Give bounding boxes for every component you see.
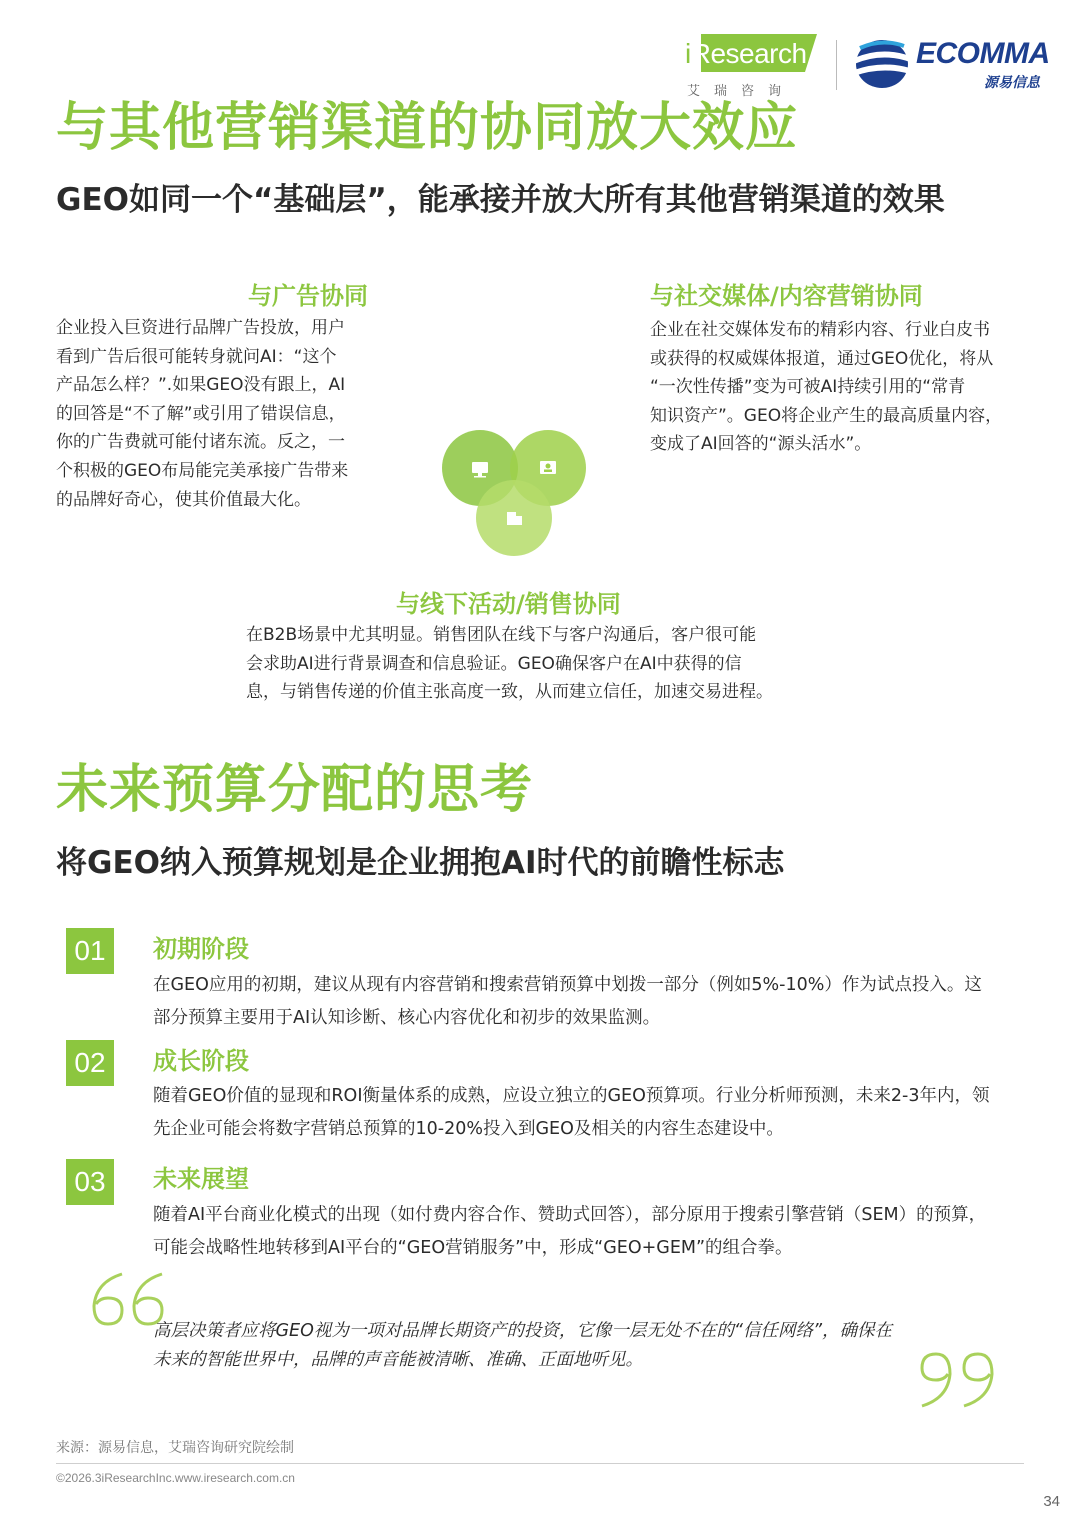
- social-line: 变成了AI回答的“源头活水”。: [650, 434, 872, 455]
- ad-line: 个积极的GEO布局能完美承接广告带来: [56, 460, 349, 481]
- quote-text: [153, 1317, 953, 1375]
- copyright: ©2026.3iResearchInc.www.iresearch.com.cn: [56, 1471, 295, 1485]
- quote-line: 高层决策者应将GEO视为一项对品牌长期资产的投资，它像一层无处不在的“信任网络”，确保在: [153, 1321, 893, 1341]
- phase-line: 可能会战略性地转移到AI平台的“GEO营销服务”中，形成“GEO+GEM”的组合拳。: [153, 1238, 793, 1258]
- phase-title: 初期阶段: [153, 935, 249, 963]
- phase-line: 部分预算主要用于AI认知诊断、核心内容优化和初步的效果监测。: [153, 1008, 661, 1028]
- phase-description: [153, 1199, 1033, 1265]
- offline-synergy-text: [246, 621, 826, 707]
- ecomma-wordmark: ECOMMA: [916, 37, 1050, 70]
- ad-line: 产品怎么样？”.如果GEO没有跟上，AI: [56, 375, 346, 396]
- ad-synergy-heading: 与广告协同: [248, 282, 368, 310]
- social-synergy-text: [650, 316, 1030, 459]
- phase-description: [153, 969, 1033, 1035]
- social-line: 或获得的权威媒体报道，通过GEO优化，将从: [650, 348, 994, 369]
- phase-line: 先企业可能会将数字营销总预算的10-20%投入到GEO及相关的内容生态建设中。: [153, 1119, 784, 1139]
- phase-number-badge: 02: [66, 1040, 114, 1086]
- contact-card-icon: [540, 461, 556, 474]
- phase-line: 随着AI平台商业化模式的出现（如付费内容合作、赞助式回答），部分原用于搜索引擎营销（SEM）的预算，: [153, 1205, 987, 1225]
- phase-title: 未来展望: [153, 1165, 249, 1193]
- ad-line: 你的广告费就可能付诸东流。反之，一: [56, 432, 345, 453]
- ecomma-globe-icon: [852, 38, 912, 90]
- offline-synergy-heading: 与线下活动/销售协同: [396, 590, 621, 618]
- iresearch-wordmark: iResearch: [685, 38, 807, 69]
- source-note: 来源：源易信息，艾瑞咨询研究院绘制: [56, 1440, 294, 1456]
- offline-line: 会求助AI进行背景调查和信息验证。GEO确保客户在AI中获得的信: [246, 653, 742, 674]
- phase-line: 在GEO应用的初期，建议从现有内容营销和搜索营销预算中划拨一部分（例如5%-10%）作为试点投入。这: [153, 975, 982, 995]
- offline-line: 息，与销售传递的价值主张高度一致，从而建立信任，加速交易进程。: [246, 682, 773, 703]
- iresearch-logo: [685, 34, 820, 100]
- close-quote-icon: [916, 1348, 1000, 1410]
- phase-description: [153, 1080, 1033, 1146]
- section1-title: 与其他营销渠道的协同放大效应: [56, 98, 799, 158]
- iresearch-sub: 艾瑞咨询: [687, 84, 796, 99]
- page-number: 34: [1043, 1493, 1060, 1510]
- social-line: 企业在社交媒体发布的精彩内容、行业白皮书: [650, 320, 990, 340]
- section2-title: 未来预算分配的思考: [56, 760, 534, 820]
- ecomma-sub: 源易信息: [984, 75, 1040, 91]
- social-line: 知识资产”。GEO将企业产生的最高质量内容，: [650, 405, 1003, 426]
- phase-number-badge: 03: [66, 1159, 114, 1205]
- phase-number-badge: 01: [66, 928, 114, 974]
- logo-divider: [836, 40, 837, 90]
- section2-subtitle: 将GEO纳入预算规划是企业拥抱AI时代的前瞻性标志: [56, 845, 785, 881]
- section1-subtitle: GEO如同一个“基础层”，能承接并放大所有其他营销渠道的效果: [56, 182, 945, 218]
- ad-line: 的品牌好奇心，使其价值最大化。: [56, 489, 311, 510]
- social-synergy-heading: 与社交媒体/内容营销协同: [650, 282, 923, 310]
- ecomma-logo: [852, 34, 1062, 94]
- synergy-venn-diagram: [436, 430, 596, 558]
- offline-line: 在B2B场景中尤其明显。销售团队在线下与客户沟通后，客户很可能: [246, 625, 757, 645]
- social-line: “一次性传播”变为可被AI持续引用的“常青: [650, 377, 966, 398]
- ad-line: 企业投入巨资进行品牌广告投放，用户: [56, 318, 345, 338]
- ad-line: 的回答是“不了解”或引用了错误信息，: [56, 403, 346, 424]
- footer-divider: [56, 1463, 1024, 1464]
- quote-line: 未来的智能世界中，品牌的声音能被清晰、准确、正面地听见。: [153, 1350, 643, 1370]
- phase-title: 成长阶段: [153, 1047, 249, 1075]
- phase-line: 随着GEO价值的显现和ROI衡量体系的成熟，应设立独立的GEO预算项。行业分析师预测，未来2-3年内，领: [153, 1086, 990, 1106]
- ad-synergy-text: [56, 314, 386, 514]
- ad-line: 看到广告后很可能转身就问AI：“这个: [56, 346, 337, 367]
